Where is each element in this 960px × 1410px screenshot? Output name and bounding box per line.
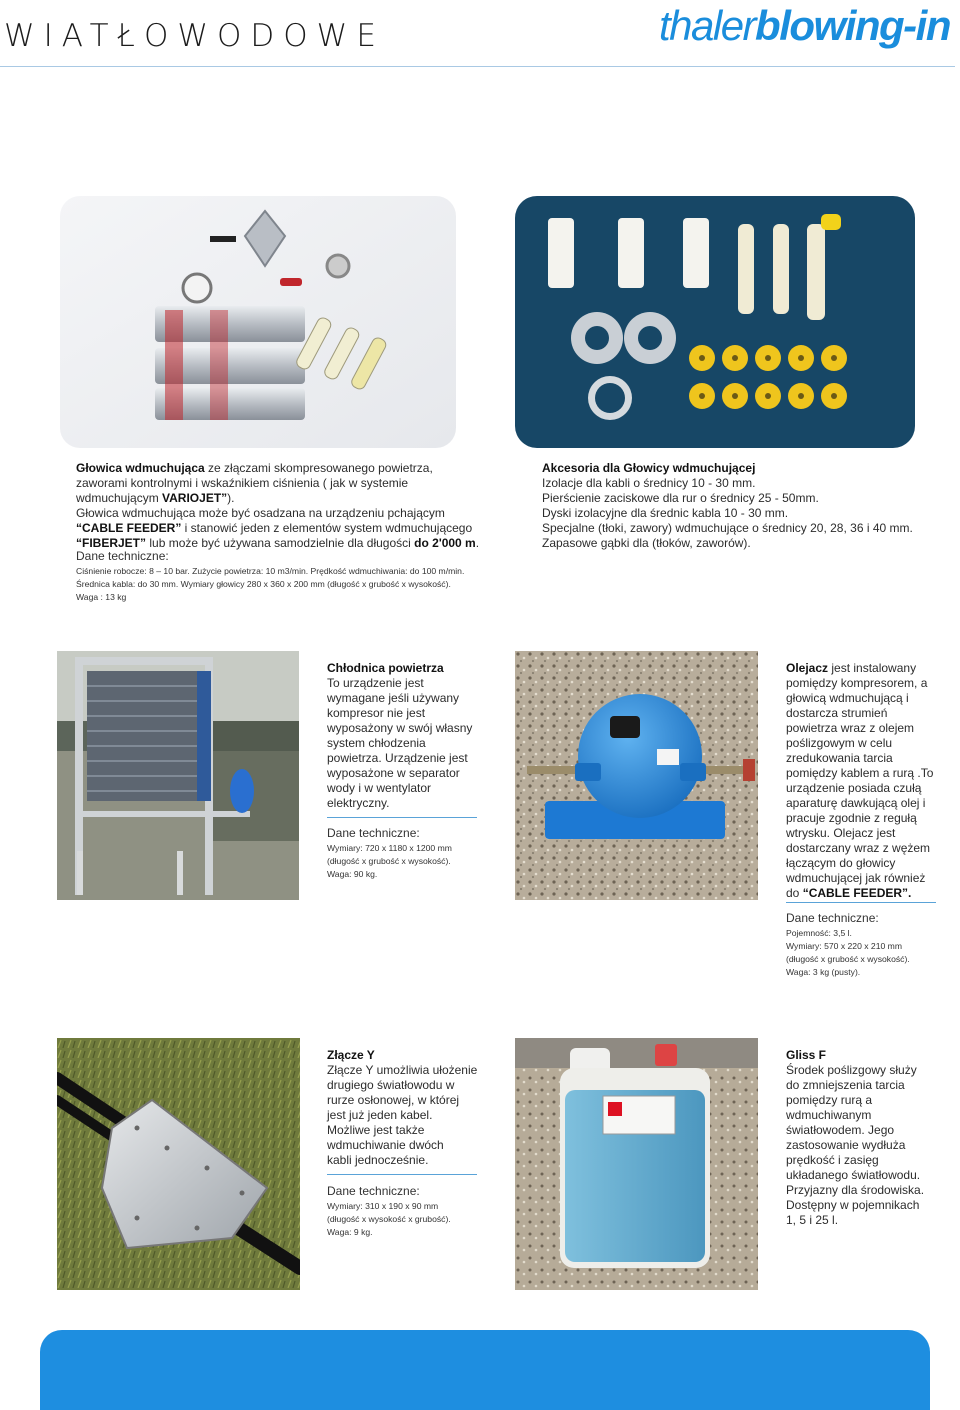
gliss-canister-photo [515,1038,758,1290]
manifold-body [155,306,305,420]
y-joint-description: Złącze Y Złącze Y umożliwia ułożenie drugiego światłowodu w rurze osłonowej, w której jest już jeden kabel. Możliwe jest także wdmuchiwanie dwóch kabli jednocześnie. [327,1048,487,1168]
oiler-photo [515,651,758,900]
oiler-description: Olejacz jest instalowany pomiędzy kompresorem, a głowicą wdmuchującą i dostarcza strumień powietrza wraz z olejem poślizgowym w celu zredukowania tarcia pomiędzy kablem a rurą .To urządzenie posiada czułą aparaturę dawkującą olej i pracuje zgodnie z regułą wtrysku. Olejacz jest dostarczany wraz z wężem łączącym do głowicy wdmuchującej jak również do “CABLE FEEDER”. [786,661,934,900]
header-divider [0,66,955,67]
water-separator [230,769,254,813]
oiler-tech-label: Dane techniczne: [786,911,879,925]
accessories-description: Akcesoria dla Głowicy wdmuchującej Izolacje dla kabli o średnicy 10 - 30 mm. Pierścienie zaciskowe dla rur o średnicy 25 - 50mm. Dyski izolacyjne dla średnic kabla 10 - 30 mm. Specjalne (tłoki, zawory) wdmuchujące o średnicy 20, 28, 36 i 40 mm. Zapasowe gąbki dla (tłoków, zaworów). [542,461,932,551]
y-joint-heading: Złącze Y [327,1048,375,1062]
blowing-head-tech-label: Dane techniczne: [76,549,169,563]
air-cooler-heading: Chłodnica powietrza [327,661,444,675]
brand-logo-part1: thaler [658,2,756,49]
brand-logo [659,2,950,50]
air-cooler-specs: Wymiary: 720 x 1180 x 1200 mm (długość x grubość x wysokość). Waga: 90 kg. [327,843,452,879]
footer-bar [40,1330,930,1410]
blowing-head-photo [60,196,456,448]
air-cooler-divider [327,817,477,818]
oiler-specs: Pojemność: 3,5 l. Wymiary: 570 x 220 x 210 mm (długość x grubość x wysokość). Waga: 3 kg (pusty). [786,928,910,977]
y-joint-tech-label: Dane techniczne: [327,1184,420,1198]
oiler-divider [786,902,936,903]
accessories-photo [515,196,915,448]
gliss-heading: Gliss F [786,1048,827,1062]
blowing-head-specs: Ciśnienie robocze: 8 – 10 bar. Zużycie powietrza: 10 m3/min. Prędkość wdmuchiwania: do 100 m/min. Średnica kabla: do 30 mm. Wymiary głowicy 280 x 360 x 200 mm (długość x grubość x wysokość). Waga : 13 kg [76,566,465,602]
air-cooler-tech-label: Dane techniczne: [327,826,420,840]
gliss-description: Gliss F Środek poślizgowy służy do zmniejszenia tarcia pomiędzy rurą a wdmuchiwanym światłowodem. Jego zastosowanie wydłuża prędkość i zasięg układanego światłowodu. Przyjazny dla środowiska. Dostępny w pojemnikach 1, 5 i 25 l. [786,1048,946,1228]
brand-logo-part2: blowing-in [755,2,950,49]
blowing-head-description [76,461,481,551]
blowing-head-usage: Głowica wdmuchująca może być osadzana na urządzeniu pchającym “CABLE FEEDER” i stanowić jeden z elementów system wdmuchującego “FIBERJET” lub może być używana samodzielnie dla długości do 2'000 m. [76,506,480,550]
oiler-heading: Olejacz [786,661,829,675]
air-cooler-photo [57,651,299,900]
air-cooler-description: Chłodnica powietrza To urządzenie jest wymagane jeśli używany kompresor nie jest wyposażony w swój własny system chłodzenia powietrza. Urządzenie jest wyposażone w separator wody i w wentylator elektryczny. [327,661,487,811]
page-title: WIATŁOWODOWE [4,18,385,54]
accessories-heading: Akcesoria dla Głowicy wdmuchującej [542,461,756,475]
y-joint-specs: Wymiary: 310 x 190 x 90 mm (długość x wysokość x grubość). Waga: 9 kg. [327,1201,451,1237]
y-joint-divider [327,1174,477,1175]
pressure-gauge [183,274,211,302]
y-joint-photo [57,1038,300,1290]
blowing-head-intro: Głowica wdmuchująca ze złączami skompresowanego powietrza, zaworami kontrolnymi i wskaźnikiem ciśnienia ( jak w systemie wdmuchującym VARIOJET”). [76,461,433,505]
canister [560,1044,710,1268]
